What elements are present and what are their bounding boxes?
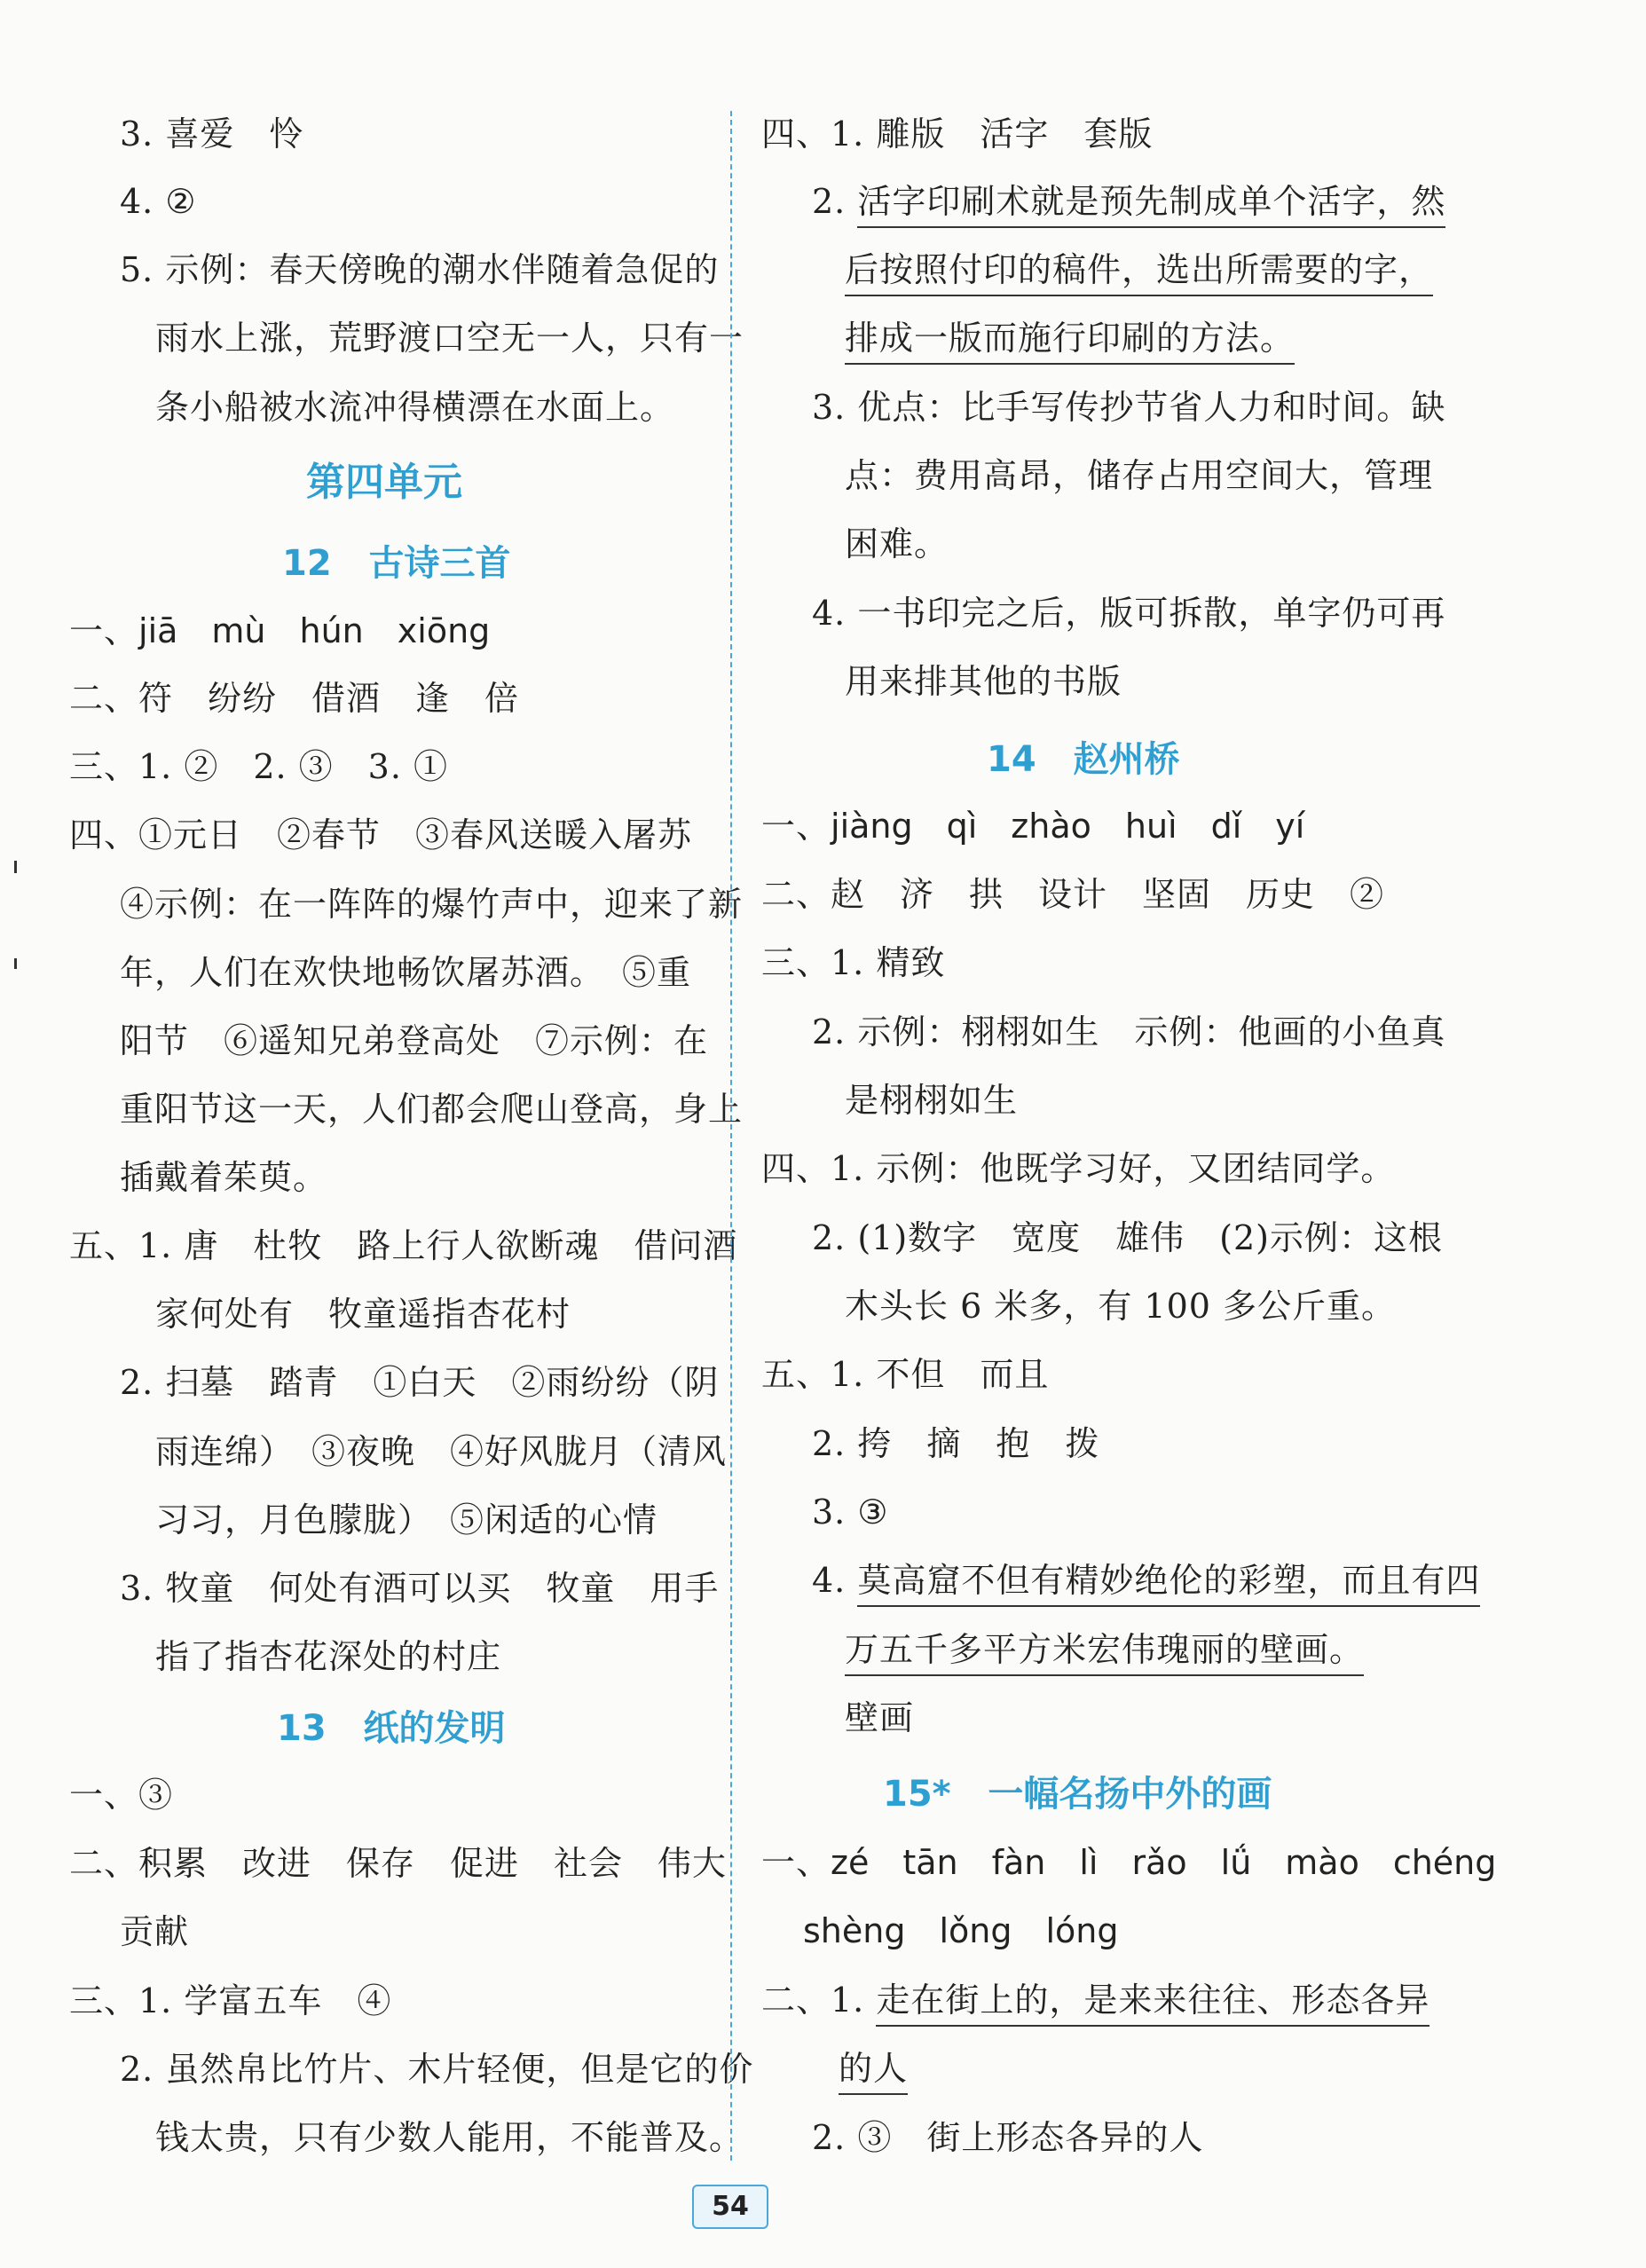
pinyin-answers: zé tān fàn lì rǎo lǘ mào chéng (831, 1843, 1497, 1882)
answer-line: 木头长 6 米多，有 100 多公斤重。 (845, 1287, 1397, 1326)
pinyin-answers: shèng lǒng lóng (803, 1911, 1119, 1950)
answer-line: 年，人们在欢快地畅饮屠苏酒。 ⑤重 (120, 953, 692, 992)
section-label: 一、 (761, 807, 831, 846)
item-number: 4. (812, 1561, 847, 1600)
answer-line: 点：费用高昂，储存占用空间大，管理 (845, 456, 1434, 495)
answer-line: 二、积累 改进 保存 促进 社会 伟大 (69, 1844, 728, 1883)
answer-line: 指了指杏花深处的村庄 (155, 1637, 502, 1676)
answer-line: 3. ③ (812, 1492, 889, 1532)
column-divider (730, 111, 732, 2161)
answer-line: 2. 示例：栩栩如生 示例：他画的小鱼真 (812, 1012, 1446, 1051)
underlined-answer: 的人 (839, 2049, 908, 2095)
answer-line: 困难。 (845, 524, 949, 563)
lesson-number: 12 (282, 543, 332, 584)
answer-line (761, 1981, 1430, 2020)
lesson-number: 13 (277, 1708, 327, 1749)
underlined-answer: 万五千多平方米宏伟瑰丽的壁画。 (845, 1630, 1364, 1676)
answer-line (839, 2049, 909, 2088)
answer-line: 4. 一书印完之后，版可拆散，单字仍可再 (812, 594, 1446, 633)
answer-line (812, 1561, 1481, 1600)
pinyin-answers: jiàng qì zhào huì dǐ yí (831, 807, 1305, 846)
answer-line: 雨连绵） ③夜晚 ④好风胧月（清风 (155, 1432, 728, 1471)
answer-line: 3. 牧童 何处有酒可以买 牧童 用手 (120, 1569, 720, 1608)
underlined-answer: 走在街上的，是来来往往、形态各异 (876, 1981, 1429, 2027)
answer-line: 4. ② (120, 182, 197, 221)
margin-mark (14, 861, 17, 873)
answer-line: 3. 喜爱 怜 (120, 114, 304, 154)
answer-line: 2. 虽然帛比竹片、木片轻便，但是它的价 (120, 2050, 754, 2089)
answer-line: 五、1. 不但 而且 (761, 1355, 1050, 1394)
lesson-title: 赵州桥 (1073, 739, 1180, 780)
item-number: 2. (812, 182, 847, 221)
answer-line: 三、1. 学富五车 ④ (69, 1981, 392, 2020)
answer-line: 插戴着茱萸。 (120, 1158, 328, 1197)
margin-mark (14, 958, 17, 969)
answer-line: 5. 示例：春天傍晚的潮水伴随着急促的 (120, 250, 720, 289)
lesson-heading (987, 739, 1180, 780)
underlined-answer: 排成一版而施行印刷的方法。 (845, 319, 1295, 365)
answer-line: 习习，月色朦胧） ⑤闲适的心情 (155, 1500, 658, 1540)
section-label: 一、 (761, 1843, 831, 1882)
answer-line: 是栩栩如生 (845, 1081, 1019, 1120)
lesson-title: 古诗三首 (368, 543, 511, 584)
underlined-answer: 后按照付印的稿件，选出所需要的字， (845, 250, 1433, 296)
lesson-number: 14 (987, 739, 1036, 780)
answer-line: 用来排其他的书版 (845, 662, 1122, 701)
answer-line: 钱太贵，只有少数人能用，不能普及。 (155, 2118, 744, 2157)
answer-line: 3. 优点：比手写传抄节省人力和时间。缺 (812, 388, 1446, 427)
lesson-heading (282, 543, 511, 584)
answer-line: 2. 扫墓 踏青 ①白天 ②雨纷纷（阴 (120, 1363, 720, 1402)
answer-line: 三、1. ② 2. ③ 3. ① (69, 747, 449, 786)
lesson-number: 15* (883, 1774, 951, 1815)
page-number: 54 (692, 2185, 768, 2229)
section-label: 一、 (69, 611, 139, 650)
answer-line: 四、①元日 ②春节 ③春风送暖入屠苏 (69, 815, 693, 854)
answer-line: ④示例：在一阵阵的爆竹声中，迎来了新 (120, 885, 744, 924)
lesson-title: 纸的发明 (363, 1708, 506, 1749)
answer-line: 贡献 (120, 1912, 190, 1951)
answer-line: 五、1. 唐 杜牧 路上行人欲断魂 借问酒 (69, 1226, 738, 1265)
answer-line (761, 807, 1305, 846)
answer-line: 2. ③ 街上形态各异的人 (812, 2118, 1204, 2157)
answer-line (812, 182, 1446, 221)
answer-line (845, 250, 1434, 289)
underlined-answer: 莫高窟不但有精妙绝伦的彩塑，而且有四 (857, 1561, 1480, 1607)
answer-line: 雨水上涨，荒野渡口空无一人，只有一 (155, 319, 744, 358)
answer-line (761, 1843, 1497, 1882)
answer-line: 2. 挎 摘 抱 拨 (812, 1424, 1100, 1463)
answer-line: 壁画 (845, 1698, 915, 1737)
answer-line: 四、1. 雕版 活字 套版 (761, 114, 1154, 154)
answer-line: 一、③ (69, 1776, 174, 1815)
unit-title: 第四单元 (306, 460, 462, 505)
underlined-answer: 活字印刷术就是预先制成单个活字，然 (857, 182, 1445, 228)
answer-line: 条小船被水流冲得横漂在水面上。 (155, 388, 675, 427)
answer-line (845, 319, 1296, 358)
answer-line: 2. (1)数字 宽度 雄伟 (2)示例：这根 (812, 1218, 1443, 1257)
answer-line: 二、赵 济 拱 设计 坚固 历史 ② (761, 875, 1385, 914)
lesson-title: 一幅名扬中外的画 (988, 1774, 1272, 1815)
answer-line (845, 1630, 1365, 1669)
answer-line: 四、1. 示例：他既学习好，又团结同学。 (761, 1149, 1396, 1188)
item-number: 二、1. (761, 1981, 865, 2020)
answer-line (69, 611, 491, 650)
answer-line: 重阳节这一天，人们都会爬山登高，身上 (120, 1090, 744, 1129)
lesson-heading (277, 1708, 506, 1749)
lesson-heading (883, 1774, 1272, 1815)
answer-line: 三、1. 精致 (761, 943, 946, 982)
answer-line: 二、符 纷纷 借酒 逢 倍 (69, 679, 520, 718)
pinyin-answers: jiā mù hún xiōng (138, 611, 491, 650)
answer-line: 阳节 ⑥遥知兄弟登高处 ⑦示例：在 (120, 1021, 709, 1060)
answer-line: 家何处有 牧童遥指杏花村 (155, 1295, 571, 1334)
